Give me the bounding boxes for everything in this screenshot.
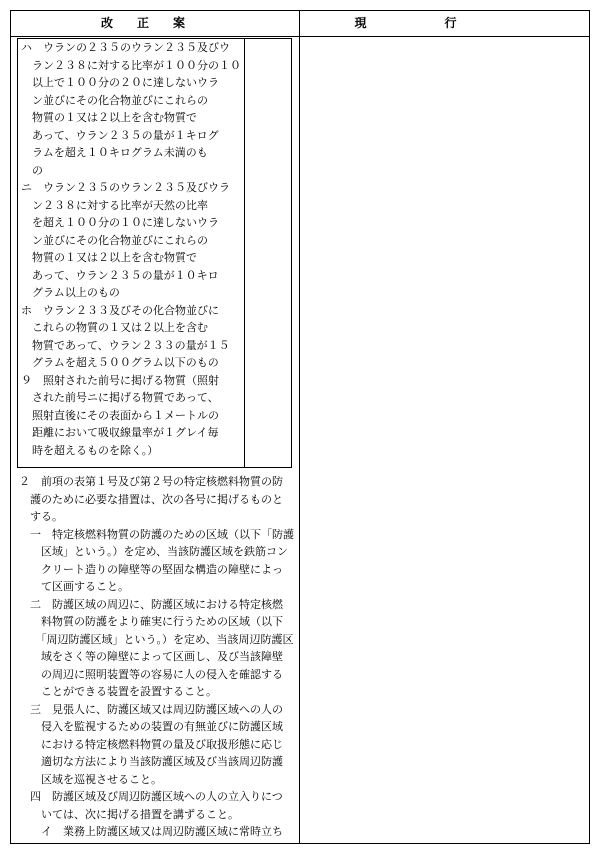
body-line: する。 [19,510,63,523]
item-line: あって、ウラン２３５の量が１０キロ [21,268,219,282]
item-line: ホ ウラン２３３及びその化合物並びに [21,303,219,317]
body-line: クリート造りの障壁等の堅固な構造の障壁によっ [19,562,283,576]
item-line: 以上で１００分の２０に達しないウラ [21,76,219,89]
item-line: された前号ニに掲げる物質であって、 [21,391,219,404]
items-table-inner-line [244,39,245,467]
body-line: 侵入を監視するための装置の有無並びに防護区域 [19,720,283,733]
comparison-table [10,10,590,844]
item-line: あって、ウラン２３５の量が１キログ [21,128,219,142]
item-line: ン並びにその化合物並びにこれらの [21,93,208,107]
item-line: ９ 照射された前号に掲げる物質（照射 [21,373,219,387]
body-line: 料物質の防護をより確実に行うための区域（以下 [19,615,283,628]
body-line: ことができる装置を設置すること。 [19,685,217,698]
item-line: 時を超えるものを除く。） [21,443,159,457]
body-line: 一 特定核燃料物質の防護のための区域（以下「防護 [19,527,294,541]
body-line: 四 防護区域及び周辺防護区域への人の立入りにつ [19,790,283,803]
items-text [21,39,241,459]
body-line: 護のために必要な措置は、次の各号に掲げるものと [19,492,283,506]
item-line: の [21,163,43,177]
item-line: ン２３８に対する比率が天然の比率 [21,198,208,212]
body-line: て区画すること。 [19,580,129,593]
item-line: ン並びにその化合物並びにこれらの [21,233,208,247]
body-line: いては、次に掲げる措置を講ずること。 [19,807,239,821]
body-line: イ 業務上防護区域又は周辺防護区域に常時立ち [19,825,283,838]
item-line: 物質の１又は２以上を含む物質で [21,111,197,124]
body-line: 二 防護区域の周辺に、防護区域における特定核燃 [19,597,283,611]
item-line: これらの物質の１又は２以上を含む [21,321,208,334]
item-line: 物質であって、ウラン２３３の量が１５ [21,338,230,352]
header-current: 現行 [354,16,535,30]
item-line: グラム以上のもの [21,286,120,299]
body-line: 区域」という。）を定め、当該防護区域を鉄筋コン [19,545,289,558]
column-divider [299,11,300,843]
body-line: 区域を巡視させること。 [19,772,162,786]
header-revised: 改正案 [100,16,209,30]
body-line: 域をさく等の障壁によって区画し、及び当該障壁 [19,650,283,663]
item-line: 物質の１又は２以上を含む物質で [21,251,197,264]
body-line: 三 見張人に、防護区域又は周辺防護区域への人の [19,702,283,716]
item-line: ニ ウラン２３５のウラン２３５及びウラ [21,181,230,194]
item-line: ハ ウランの２３５のウラン２３５及びウ [21,41,230,54]
item-line: 照射直後にその表面から１メートルの [21,408,219,422]
item-line: ラムを超え１０キログラム未満のも [21,146,208,159]
item-line: グラムを超え５００グラム以下のもの [21,356,219,369]
body-line: における特定核燃料物質の量及び取扱形態に応じ [19,737,283,751]
table-header [11,11,589,37]
item-line: ラン２３８に対する比率が１００分の１０ [21,58,241,72]
item-line: 距離において吸収線量率が１グレイ毎 [21,426,219,439]
item-line: を超え１００分の１０に達しないウラ [21,216,219,229]
body-line: 適切な方法により当該防護区域及び当該周辺防護 [19,755,283,768]
body-line: ２ 前項の表第１号及び第２号の特定核燃料物質の防 [19,475,283,488]
body-line: の周辺に照明装置等の容易に人の侵入を確認する [19,667,283,681]
body-line: 「周辺防護区域」という。）を定め、当該周辺防護区 [19,632,294,646]
paragraph-2-text [19,473,294,841]
